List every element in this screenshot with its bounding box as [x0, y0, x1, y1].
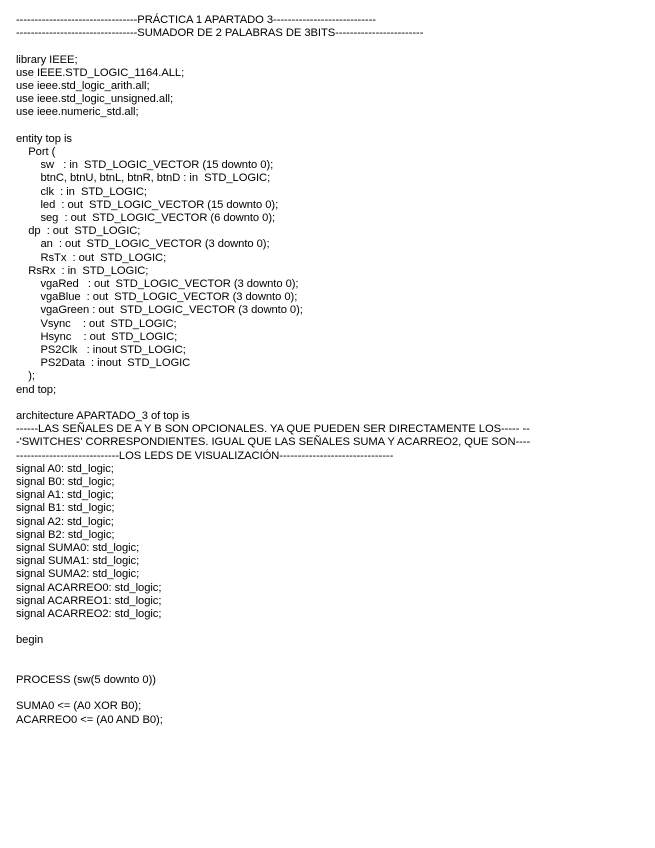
code-line: signal ACARREO1: std_logic;	[16, 594, 162, 607]
code-line: begin	[16, 634, 44, 647]
code-line: Vsync : out STD_LOGIC;	[16, 317, 177, 330]
code-blank-line	[16, 648, 645, 661]
code-line: ------LAS SEÑALES DE A Y B SON OPCIONALES. YA QUE PUEDEN SER DIRECTAMENTE LOS----- --	[16, 423, 530, 436]
code-line: architecture APARTADO_3 of top is	[16, 410, 190, 423]
code-line: signal ACARREO2: std_logic;	[16, 608, 162, 621]
code-line: signal B2: std_logic;	[16, 528, 115, 541]
code-line: signal A1: std_logic;	[16, 489, 114, 502]
code-line: signal ACARREO0: std_logic;	[16, 581, 162, 594]
code-line: signal SUMA0: std_logic;	[16, 542, 140, 555]
code-line: Port (	[16, 146, 56, 158]
code-line: ---------------------------------SUMADOR DE 2 PALABRAS DE 3BITS------------------------	[16, 27, 424, 40]
code-line: signal B0: std_logic;	[16, 476, 115, 489]
code-line: -'SWITCHES' CORRESPONDIENTES. IGUAL QUE LAS SEÑALES SUMA Y ACARREO2, QUE SON----	[16, 436, 531, 449]
code-line: ACARREO0 <= (A0 AND B0);	[16, 713, 163, 726]
code-line: signal SUMA1: std_logic;	[16, 555, 140, 568]
code-blank-line	[16, 661, 645, 674]
code-line: use ieee.std_logic_unsigned.all;	[16, 93, 174, 106]
code-line: btnC, btnU, btnL, btnR, btnD : in STD_LOGIC;	[16, 172, 271, 185]
code-line: SUMA0 <= (A0 XOR B0);	[16, 700, 142, 713]
code-line: ---------------------------------PRÁCTICA 1 APARTADO 3----------------------------	[16, 14, 376, 26]
code-blank-line	[16, 397, 645, 410]
code-line: dp : out STD_LOGIC;	[16, 225, 141, 238]
code-line: an : out STD_LOGIC_VECTOR (3 downto 0);	[16, 238, 270, 251]
code-line: vgaGreen : out STD_LOGIC_VECTOR (3 downto 0);	[16, 304, 303, 317]
code-blank-line	[16, 120, 645, 133]
code-line: clk : in STD_LOGIC;	[16, 185, 147, 198]
code-line: end top;	[16, 383, 57, 396]
code-line: use ieee.std_logic_arith.all;	[16, 80, 150, 92]
code-line: RsTx : out STD_LOGIC;	[16, 251, 167, 264]
code-line: entity top is	[16, 132, 72, 145]
code-line: sw : in STD_LOGIC_VECTOR (15 downto 0);	[16, 159, 274, 172]
code-line: signal A2: std_logic;	[16, 515, 114, 528]
code-line: vgaRed : out STD_LOGIC_VECTOR (3 downto 0);	[16, 278, 299, 291]
code-line: vgaBlue : out STD_LOGIC_VECTOR (3 downto 0);	[16, 291, 298, 304]
code-blank-line	[16, 687, 645, 700]
code-line: seg : out STD_LOGIC_VECTOR (6 downto 0);	[16, 212, 276, 225]
code-line: PROCESS (sw(5 downto 0))	[16, 674, 156, 687]
code-line: led : out STD_LOGIC_VECTOR (15 downto 0);	[16, 198, 279, 211]
code-line: signal B1: std_logic;	[16, 502, 115, 515]
code-line: library IEEE;	[16, 53, 78, 66]
code-line: use IEEE.STD_LOGIC_1164.ALL;	[16, 66, 185, 79]
code-line: signal SUMA2: std_logic;	[16, 568, 140, 581]
code-line: PS2Clk : inout STD_LOGIC;	[16, 344, 186, 357]
code-line: RsRx : in STD_LOGIC;	[16, 264, 149, 277]
code-line: );	[16, 370, 35, 383]
code-blank-line	[16, 621, 645, 634]
code-line: PS2Data : inout STD_LOGIC	[16, 357, 191, 370]
code-blank-line	[16, 40, 645, 53]
code-line: use ieee.numeric_std.all;	[16, 106, 139, 119]
code-line: Hsync : out STD_LOGIC;	[16, 330, 178, 343]
code-line: ----------------------------LOS LEDS DE VISUALIZACIÓN-------------------------------	[16, 449, 394, 462]
code-line: signal A0: std_logic;	[16, 462, 114, 475]
